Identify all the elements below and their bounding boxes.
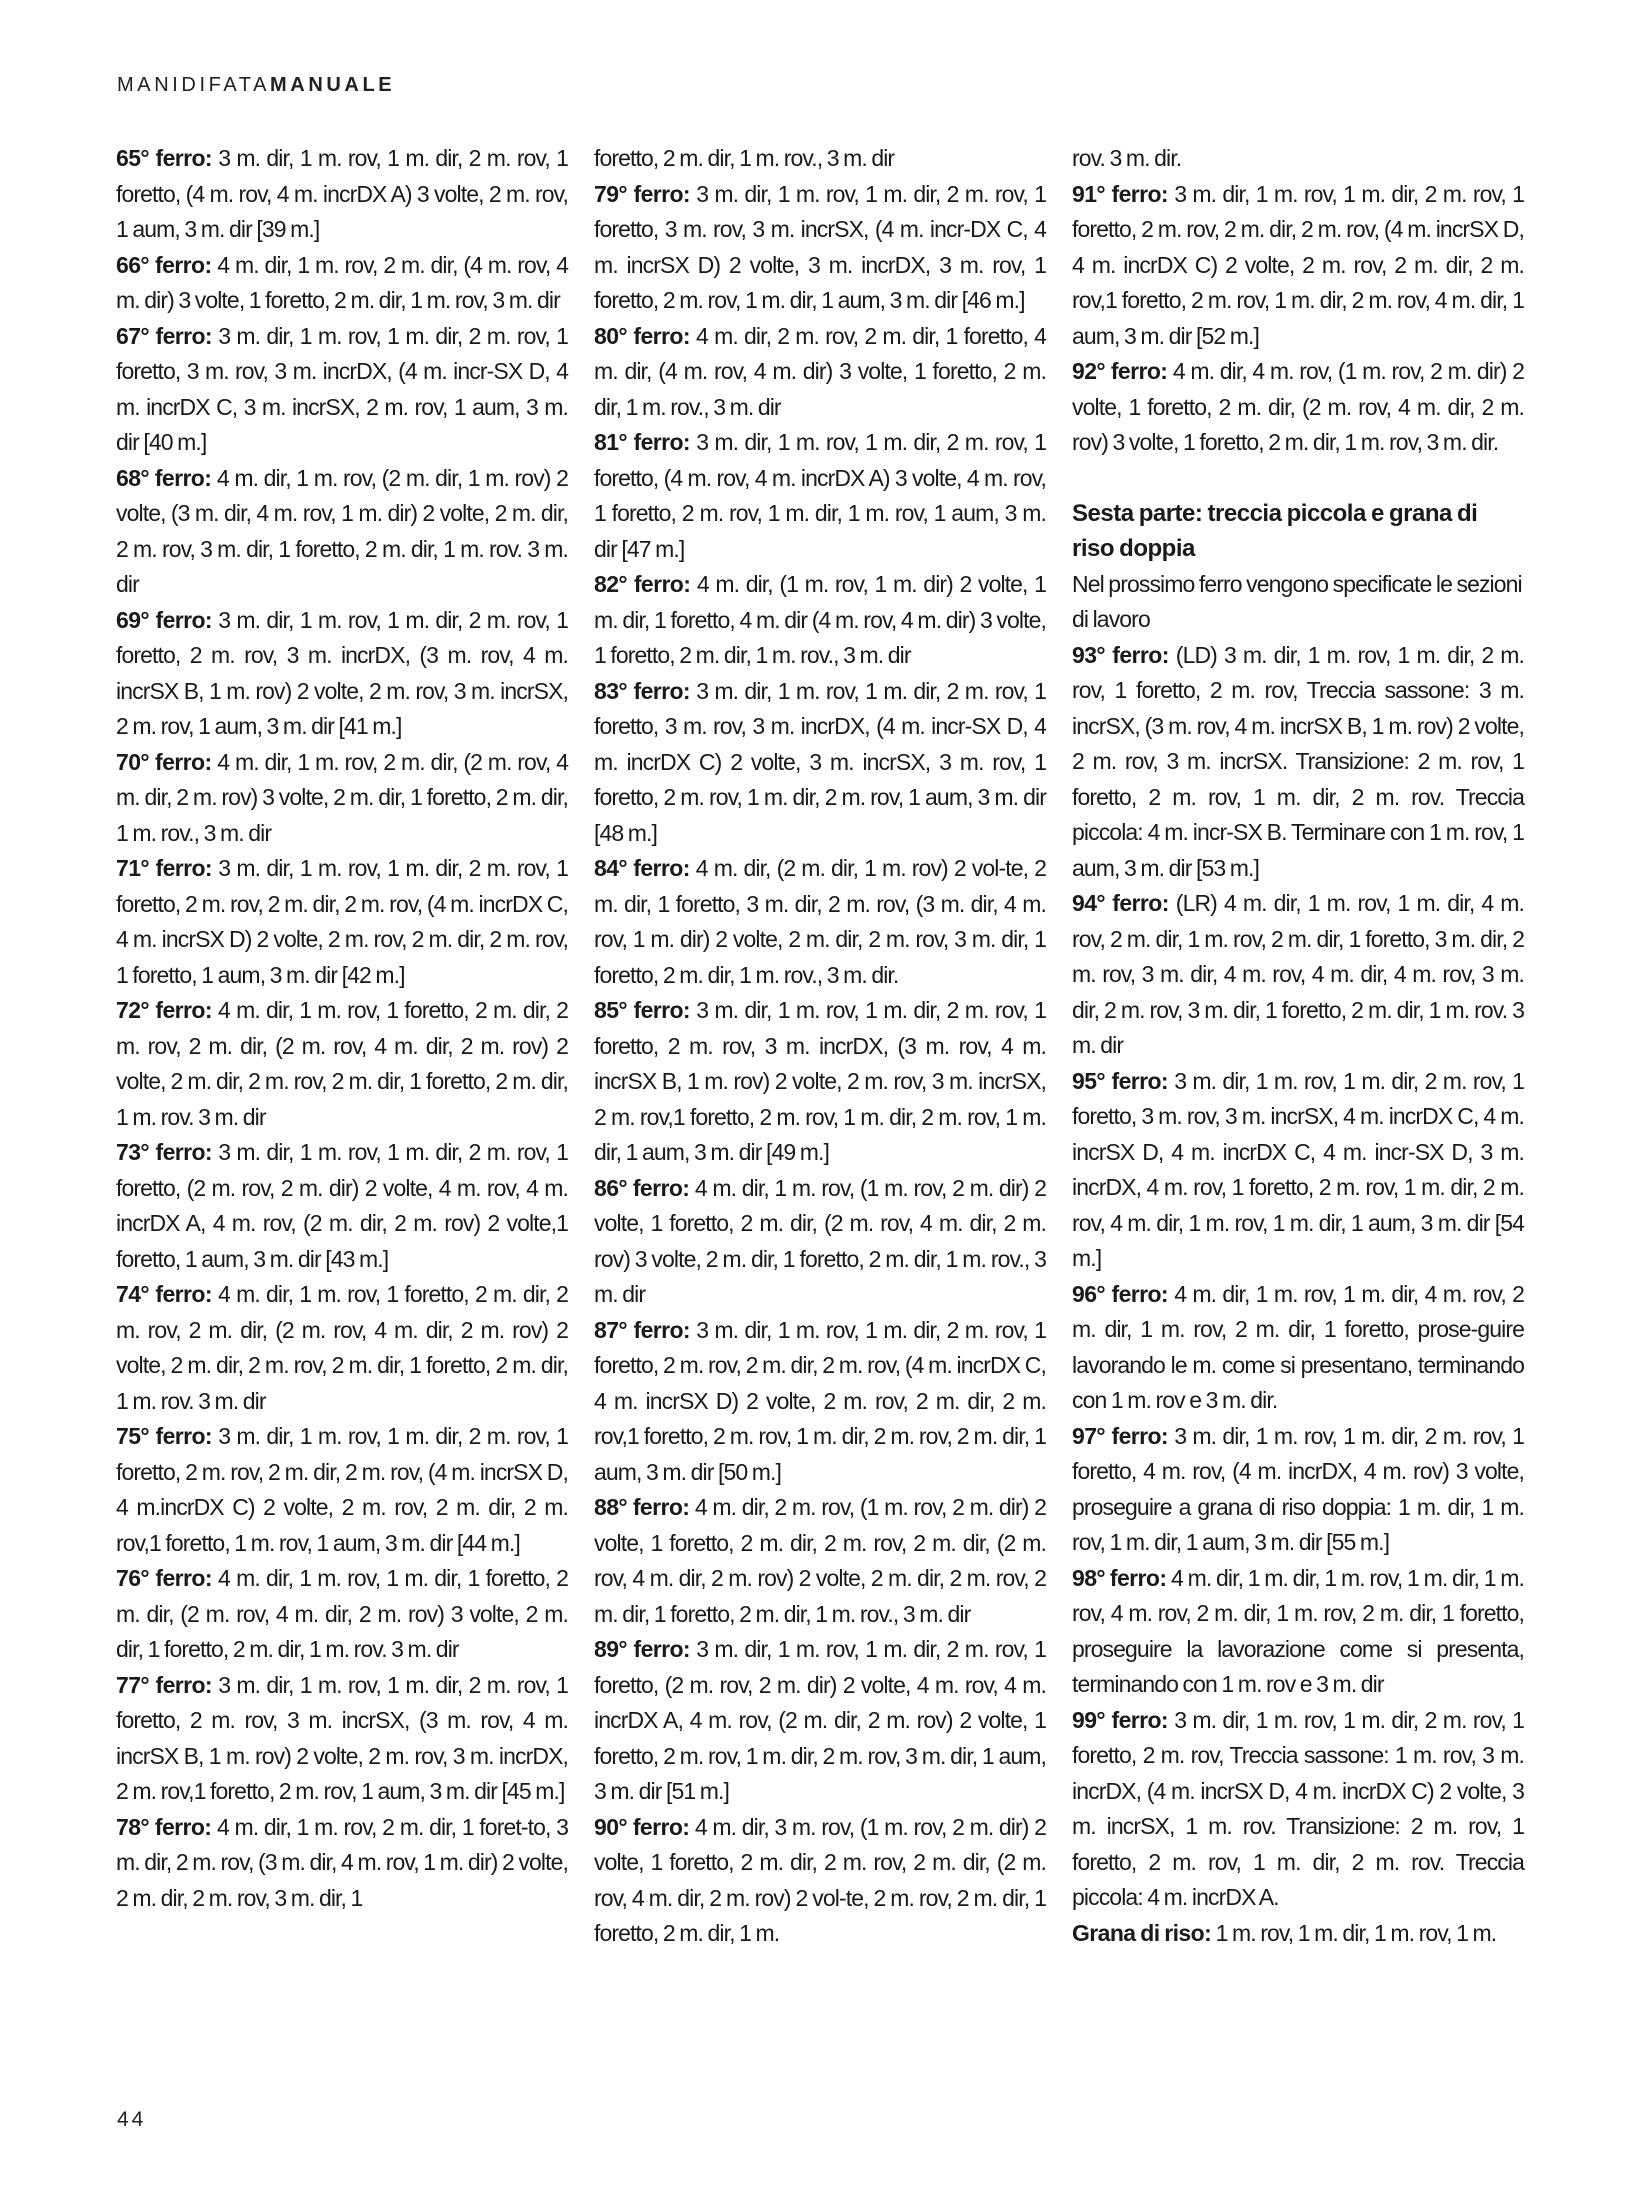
- row-instruction: [1072, 1064, 1524, 1277]
- row-instruction: [1072, 886, 1524, 1064]
- row-instruction: [1072, 177, 1524, 355]
- row-label: 96° ferro:: [1072, 1280, 1168, 1307]
- row-text: 3 m. dir, 1 m. rov, 1 m. dir, 2 m. rov, 1 foretto, (4 m. rov, 4 m. incrDX A) 3 volte, 2 m. rov, 1 aum, 3 m. dir [39 m.]: [116, 145, 568, 242]
- row-instruction: [594, 1490, 1046, 1632]
- row-text: (LR) 4 m. dir, 1 m. rov, 1 m. dir, 4 m. rov, 2 m. dir, 1 m. rov, 2 m. dir, 1 foretto, 3 m. dir, 2 m. rov, 3 m. dir, 4 m. rov, 4 m. dir, 4 m. rov, 3 m. dir, 2 m. rov, 3 m. dir, 1 foretto, 2 m. dir, 1 m. rov. 3 m. dir: [1072, 890, 1525, 1058]
- row-text: 4 m. dir, 1 m. rov, (1 m. rov, 2 m. dir) 2 volte, 1 foretto, 2 m. dir, (2 m. rov, 4 m. dir, 2 m. rov) 3 volte, 2 m. dir, 1 foretto, 2 m. dir, 1 m. rov., 3 m. dir: [594, 1174, 1047, 1307]
- row-instruction: [116, 1561, 568, 1668]
- row-text: 4 m. dir, 3 m. rov, (1 m. rov, 2 m. dir) 2 volte, 1 foretto, 2 m. dir, 2 m. rov, 2 m. dir, (2 m. rov, 4 m. dir, 2 m. rov) 2 vol-te, 2 m. rov, 2 m. dir, 1 foretto, 2 m. dir, 1 m.: [594, 1813, 1047, 1946]
- row-label: 88° ferro:: [594, 1494, 690, 1520]
- row-label: 66° ferro:: [116, 251, 212, 278]
- column-3-top: [1072, 141, 1524, 461]
- row-instruction: [116, 319, 568, 461]
- row-text: 3 m. dir, 1 m. rov, 1 m. dir, 2 m. rov, 1 foretto, 3 m. rov, 3 m. incrDX, (4 m. incr-SX D, 4 m. incrDX C) 2 volte, 3 m. incrSX, 3 m. rov, 1 foretto, 2 m. rov, 1 m. dir, 2 m. rov, 1 aum, 3 m. dir [48 m.]: [594, 677, 1046, 846]
- section-title: Sesta parte: treccia piccola e grana di riso doppia: [1072, 499, 1478, 562]
- row-label: 85° ferro:: [594, 997, 690, 1023]
- row-text: 4 m. dir, 2 m. rov, (1 m. rov, 2 m. dir) 2 volte, 1 foretto, 2 m. dir, 2 m. rov, 2 m. dir, (2 m. rov, 4 m. dir, 2 m. rov) 2 volte, 2 m. dir, 2 m. rov, 2 m. dir, 1 foretto, 2 m. dir, 1 m. rov., 3 m. dir: [594, 1494, 1047, 1627]
- row-instruction: [594, 177, 1046, 319]
- row-label: 98° ferro:: [1072, 1564, 1167, 1591]
- row-text: 3 m. dir, 1 m. rov, 1 m. dir, 2 m. rov, 1 foretto, 3 m. rov, 3 m. incrSX, (4 m. incr-DX C, 4 m. incrSX D) 2 volte, 3 m. incrDX, 3 m. rov, 1 foretto, 2 m. rov, 1 m. dir, 1 aum, 3 m. dir [46 m.]: [594, 180, 1046, 313]
- row-text: 3 m. dir, 1 m. rov, 1 m. dir, 2 m. rov, 1 foretto, (2 m. rov, 2 m. dir) 2 volte, 4 m. rov, 4 m. incrDX A, 4 m. rov, (2 m. dir, 2 m. rov) 2 volte, 1 foretto, 2 m. rov, 1 m. dir, 2 m. rov, 3 m. dir, 1 aum, 3 m. dir [51 m.]: [594, 1636, 1046, 1804]
- row-text: 4 m. dir, 2 m. rov, 2 m. dir, 1 foretto, 4 m. dir, (4 m. rov, 4 m. dir) 3 volte, 1 foretto, 2 m. dir, 1 m. rov., 3 m. dir: [594, 322, 1047, 420]
- row-text: 4 m. dir, (1 m. rov, 1 m. dir) 2 volte, 1 m. dir, 1 foretto, 4 m. dir (4 m. rov, 4 m. dir) 3 volte, 1 foretto, 2 m. dir, 1 m. rov., 3 m. dir: [594, 571, 1047, 668]
- row-instruction: [1072, 1419, 1524, 1561]
- row-instruction: [594, 141, 1046, 177]
- row-text: 4 m. dir, 1 m. dir, 1 m. rov, 1 m. dir, 1 m. rov, 4 m. rov, 2 m. dir, 1 m. rov, 2 m. dir, 1 foretto, proseguire la lavorazione come si presenta, terminando con 1 m. rov e 3 m. dir: [1072, 1564, 1524, 1697]
- row-text: 4 m. dir, 1 m. rov, 2 m. dir, (2 m. rov, 4 m. dir, 2 m. rov) 3 volte, 2 m. dir, 1 foretto, 2 m. dir, 1 m. rov., 3 m. dir: [116, 748, 568, 846]
- row-label: 94° ferro:: [1072, 890, 1169, 916]
- row-text: 4 m. dir, 1 m. rov, 1 foretto, 2 m. dir, 2 m. rov, 2 m. dir, (2 m. rov, 4 m. dir, 2 m. rov) 2 volte, 2 m. dir, 2 m. rov, 2 m. dir, 1 foretto, 2 m. dir, 1 m. rov. 3 m. dir: [116, 997, 569, 1130]
- column-3: [1072, 141, 1524, 1951]
- row-instruction: [1072, 638, 1524, 887]
- row-text: 3 m. dir, 1 m. rov, 1 m. dir, 2 m. rov, 1 foretto, 2 m. rov, 2 m. dir, 2 m. rov, (4 m. incrSX D, 4 m.incrDX C) 2 volte, 2 m. rov, 2 m. dir, 2 m. rov,1 foretto, 1 m. rov, 1 aum, 3 m. dir [44 m.]: [116, 1423, 568, 1556]
- row-label: 92° ferro:: [1072, 358, 1168, 384]
- row-label: 81° ferro:: [594, 429, 690, 455]
- row-instruction: [1072, 141, 1524, 177]
- row-label: 70° ferro:: [116, 748, 212, 775]
- row-text: 4 m. dir, 1 m. rov, 2 m. dir, 1 foret-to, 3 m. dir, 2 m. rov, (3 m. dir, 4 m. rov, 1 m. dir) 2 volte, 2 m. dir, 2 m. rov, 3 m. dir, 1: [116, 1813, 568, 1911]
- row-text: 3 m. dir, 1 m. rov, 1 m. dir, 2 m. rov, 1 foretto, (4 m. rov, 4 m. incrDX A) 3 volte, 4 m. rov, 1 foretto, 2 m. rov, 1 m. dir, 1 m. rov, 1 aum, 3 m. dir [47 m.]: [594, 429, 1046, 562]
- row-text: 4 m. dir, (2 m. dir, 1 m. rov) 2 vol-te, 2 m. dir, 1 foretto, 3 m. dir, 2 m. rov, (3 m. dir, 4 m. rov, 1 m. dir) 2 volte, 2 m. dir, 2 m. rov, 3 m. dir, 1 foretto, 2 m. dir, 1 m. rov., 3 m. dir.: [594, 855, 1046, 988]
- row-instruction: [1072, 1916, 1524, 1952]
- row-instruction: [1072, 1277, 1524, 1419]
- row-text: 3 m. dir, 1 m. rov, 1 m. dir, 2 m. rov, 1 foretto, 2 m. rov, 3 m. incrDX, (3 m. rov, 4 m. incrSX B, 1 m. rov) 2 volte, 2 m. rov, 3 m. incrSX, 2 m. rov,1 foretto, 2 m. rov, 1 m. dir, 2 m. rov, 1 m. dir, 1 aum, 3 m. dir [49 m.]: [594, 997, 1046, 1165]
- row-text: 3 m. dir, 1 m. rov, 1 m. dir, 2 m. rov, 1 foretto, 2 m. rov, 2 m. dir, 2 m. rov, (4 m. incrSX D, 4 m. incrDX C) 2 volte, 2 m. rov, 2 m. dir, 2 m. rov,1 foretto, 2 m. rov, 1 m. dir, 2 m. rov, 4 m. dir, 1 aum, 3 m. dir [52 m.]: [1072, 180, 1524, 349]
- row-label: 73° ferro:: [116, 1139, 212, 1165]
- row-text: 3 m. dir, 1 m. rov, 1 m. dir, 2 m. rov, 1 foretto, (2 m. rov, 2 m. dir) 2 volte, 4 m. rov, 4 m. incrDX A, 4 m. rov, (2 m. dir, 2 m. rov) 2 volte,1 foretto, 1 aum, 3 m. dir [43 m.]: [116, 1139, 568, 1272]
- row-text: rov. 3 m. dir.: [1072, 145, 1182, 171]
- row-label: 71° ferro:: [116, 855, 212, 881]
- column-3-bottom: [1072, 638, 1524, 1952]
- row-label: 86° ferro:: [594, 1174, 690, 1201]
- row-text: 1 m. rov, 1 m. dir, 1 m. rov, 1 m.: [1211, 1919, 1497, 1946]
- row-instruction: [594, 1313, 1046, 1491]
- row-label: 84° ferro:: [594, 855, 690, 881]
- row-instruction: [594, 1632, 1046, 1810]
- row-label: 90° ferro:: [594, 1813, 690, 1840]
- row-instruction: [116, 603, 568, 745]
- row-instruction: [594, 993, 1046, 1171]
- row-text: 4 m. dir, 1 m. rov, 1 m. dir, 4 m. rov, 2 m. dir, 1 m. rov, 2 m. dir, 1 foretto, prose-guire lavorando le m. come si presentano, terminando con 1 m. rov e 3 m. dir.: [1072, 1280, 1524, 1413]
- row-label: 68° ferro:: [116, 464, 212, 491]
- row-instruction: [594, 319, 1046, 426]
- row-label: 75° ferro:: [116, 1423, 212, 1449]
- row-instruction: [116, 745, 568, 852]
- row-instruction: [594, 1810, 1046, 1952]
- row-instruction: [116, 1810, 568, 1917]
- row-label: 76° ferro:: [116, 1565, 212, 1591]
- row-instruction: [116, 1419, 568, 1561]
- row-text: 3 m. dir, 1 m. rov, 1 m. dir, 2 m. rov, 1 foretto, 2 m. rov, 3 m. incrDX, (3 m. rov, 4 m. incrSX B, 1 m. rov) 2 volte, 2 m. rov, 3 m. incrSX, 2 m. rov, 1 aum, 3 m. dir [41 m.]: [116, 606, 568, 739]
- row-label: 91° ferro:: [1072, 180, 1168, 207]
- column-2: [594, 141, 1046, 1952]
- row-text: 4 m. dir, 1 m. rov, 2 m. dir, (4 m. rov, 4 m. dir) 3 volte, 1 foretto, 2 m. dir, 1 m. rov, 3 m. dir: [116, 251, 568, 313]
- row-instruction: [1072, 1561, 1524, 1703]
- page-number: 44: [117, 2108, 147, 2131]
- row-instruction: [116, 1277, 568, 1419]
- row-text: 3 m. dir, 1 m. rov, 1 m. dir, 2 m. rov, 1 foretto, 2 m. rov, 2 m. dir, 2 m. rov, (4 m. incrDX C, 4 m. incrSX D) 2 volte, 2 m. rov, 2 m. dir, 2 m. rov,1 foretto, 2 m. rov, 1 m. dir, 2 m. rov, 2 m. dir, 1 aum, 3 m. dir [50 m.]: [594, 1316, 1046, 1485]
- row-text: 3 m. dir, 1 m. rov, 1 m. dir, 2 m. rov, 1 foretto, 3 m. rov, 3 m. incrDX, (4 m. incr-SX D, 4 m. incrDX C, 3 m. incrSX, 2 m. rov, 1 aum, 3 m. dir [40 m.]: [116, 322, 568, 455]
- row-text: 3 m. dir, 1 m. rov, 1 m. dir, 2 m. rov, 1 foretto, 2 m. rov, 2 m. dir, 2 m. rov, (4 m. incrDX C, 4 m. incrSX D) 2 volte, 2 m. rov, 2 m. dir, 2 m. rov, 1 foretto, 1 aum, 3 m. dir [42 m.]: [116, 855, 568, 988]
- row-label: 89° ferro:: [594, 1636, 690, 1662]
- row-label: 67° ferro:: [116, 322, 212, 349]
- row-instruction: [116, 248, 568, 319]
- row-text: foretto, 2 m. dir, 1 m. rov., 3 m. dir: [594, 145, 895, 171]
- row-text: 3 m. dir, 1 m. rov, 1 m. dir, 2 m. rov, 1 foretto, 2 m. rov, Treccia sassone: 1 m. rov, 3 m. incrDX, (4 m. incrSX D, 4 m. incrDX C) 2 volte, 3 m. incrSX, 1 m. rov. Transizione: 2 m. rov, 1 foretto, 2 m. rov, 1 m. dir, 2 m. rov. Treccia piccola: 4 m. incrDX A.: [1072, 1706, 1524, 1910]
- row-instruction: [594, 674, 1046, 852]
- section-intro: Nel prossimo ferro vengono specificate le sezioni di lavoro: [1072, 570, 1522, 632]
- row-label: 79° ferro:: [594, 180, 690, 207]
- row-instruction: [594, 425, 1046, 567]
- row-label: 80° ferro:: [594, 322, 690, 349]
- row-instruction: [1072, 354, 1524, 461]
- column-1: [116, 141, 568, 1916]
- row-instruction: [1072, 1703, 1524, 1916]
- row-instruction: [116, 141, 568, 248]
- row-label: 82° ferro:: [594, 571, 691, 597]
- row-text: 4 m. dir, 1 m. rov, 1 m. dir, 1 foretto, 2 m. dir, (2 m. rov, 4 m. dir, 2 m. rov) 3 volte, 2 m. dir, 1 foretto, 2 m. dir, 1 m. rov. 3 m. dir: [116, 1565, 569, 1662]
- row-label: 78° ferro:: [116, 1813, 212, 1840]
- row-label: 99° ferro:: [1072, 1706, 1168, 1733]
- row-label: 72° ferro:: [116, 997, 212, 1023]
- row-instruction: [594, 567, 1046, 674]
- row-label: 87° ferro:: [594, 1316, 690, 1343]
- row-label: 83° ferro:: [594, 677, 690, 704]
- row-instruction: [116, 1135, 568, 1277]
- row-instruction: [594, 1171, 1046, 1313]
- row-label: Grana di riso:: [1072, 1919, 1212, 1946]
- row-instruction: [116, 993, 568, 1135]
- row-instruction: [116, 1668, 568, 1810]
- row-label: 93° ferro:: [1072, 641, 1169, 668]
- row-label: 69° ferro:: [116, 606, 212, 633]
- row-text: 4 m. dir, 4 m. rov, (1 m. rov, 2 m. dir) 2 volte, 1 foretto, 2 m. dir, (2 m. rov, 4 m. dir, 2 m. rov) 3 volte, 1 foretto, 2 m. dir, 1 m. rov, 3 m. dir.: [1072, 358, 1525, 455]
- header-title: MANUALE: [270, 74, 396, 96]
- row-text: 3 m. dir, 1 m. rov, 1 m. dir, 2 m. rov, 1 foretto, 3 m. rov, 3 m. incrSX, 4 m. incrDX C, 4 m. incrSX D, 4 m. incrDX C, 4 m. incr-SX D, 3 m. incrDX, 4 m. rov, 1 foretto, 2 m. rov, 1 m. dir, 2 m. rov, 4 m. dir, 1 m. rov, 1 m. dir, 1 aum, 3 m. dir [54 m.]: [1072, 1067, 1524, 1271]
- row-label: 77° ferro:: [116, 1671, 212, 1698]
- header-brand: MANIDIFATA: [117, 74, 271, 96]
- row-instruction: [594, 851, 1046, 993]
- row-text: 4 m. dir, 1 m. rov, 1 foretto, 2 m. dir, 2 m. rov, 2 m. dir, (2 m. rov, 4 m. dir, 2 m. rov) 2 volte, 2 m. dir, 2 m. rov, 2 m. dir, 1 foretto, 2 m. dir, 1 m. rov. 3 m. dir: [116, 1281, 569, 1414]
- running-header: [117, 74, 395, 97]
- row-label: 74° ferro:: [116, 1281, 212, 1307]
- row-text: (LD) 3 m. dir, 1 m. rov, 1 m. dir, 2 m. rov, 1 foretto, 2 m. rov, Treccia sassone: 3 m. incrSX, (3 m. rov, 4 m. incrSX B, 1 m. rov) 2 volte, 2 m. rov, 3 m. incrSX. Transizione: 2 m. rov, 1 foretto, 2 m. rov, 1 m. dir, 2 m. rov. Treccia piccola: 4 m. incr-SX B. Terminare con 1 m. rov, 1 aum, 3 m. dir [53 m.]: [1072, 641, 1525, 881]
- row-label: 65° ferro:: [116, 145, 212, 171]
- row-text: 4 m. dir, 1 m. rov, (2 m. dir, 1 m. rov) 2 volte, (3 m. dir, 4 m. rov, 1 m. dir) 2 volte, 2 m. dir, 2 m. rov, 3 m. dir, 1 foretto, 2 m. dir, 1 m. rov. 3 m. dir: [116, 464, 569, 597]
- row-instruction: [116, 461, 568, 603]
- row-instruction: [116, 851, 568, 993]
- row-label: 95° ferro:: [1072, 1067, 1168, 1094]
- row-text: 3 m. dir, 1 m. rov, 1 m. dir, 2 m. rov, 1 foretto, 4 m. rov, (4 m. incrDX, 4 m. rov) 3 volte, proseguire a grana di riso doppia: 1 m. dir, 1 m. rov, 1 m. dir, 1 aum, 3 m. dir [55 m.]: [1072, 1422, 1524, 1555]
- row-label: 97° ferro:: [1072, 1422, 1168, 1449]
- row-text: 3 m. dir, 1 m. rov, 1 m. dir, 2 m. rov, 1 foretto, 2 m. rov, 3 m. incrSX, (3 m. rov, 4 m. incrSX B, 1 m. rov) 2 volte, 2 m. rov, 3 m. incrDX, 2 m. rov,1 foretto, 2 m. rov, 1 aum, 3 m. dir [45 m.]: [116, 1671, 568, 1804]
